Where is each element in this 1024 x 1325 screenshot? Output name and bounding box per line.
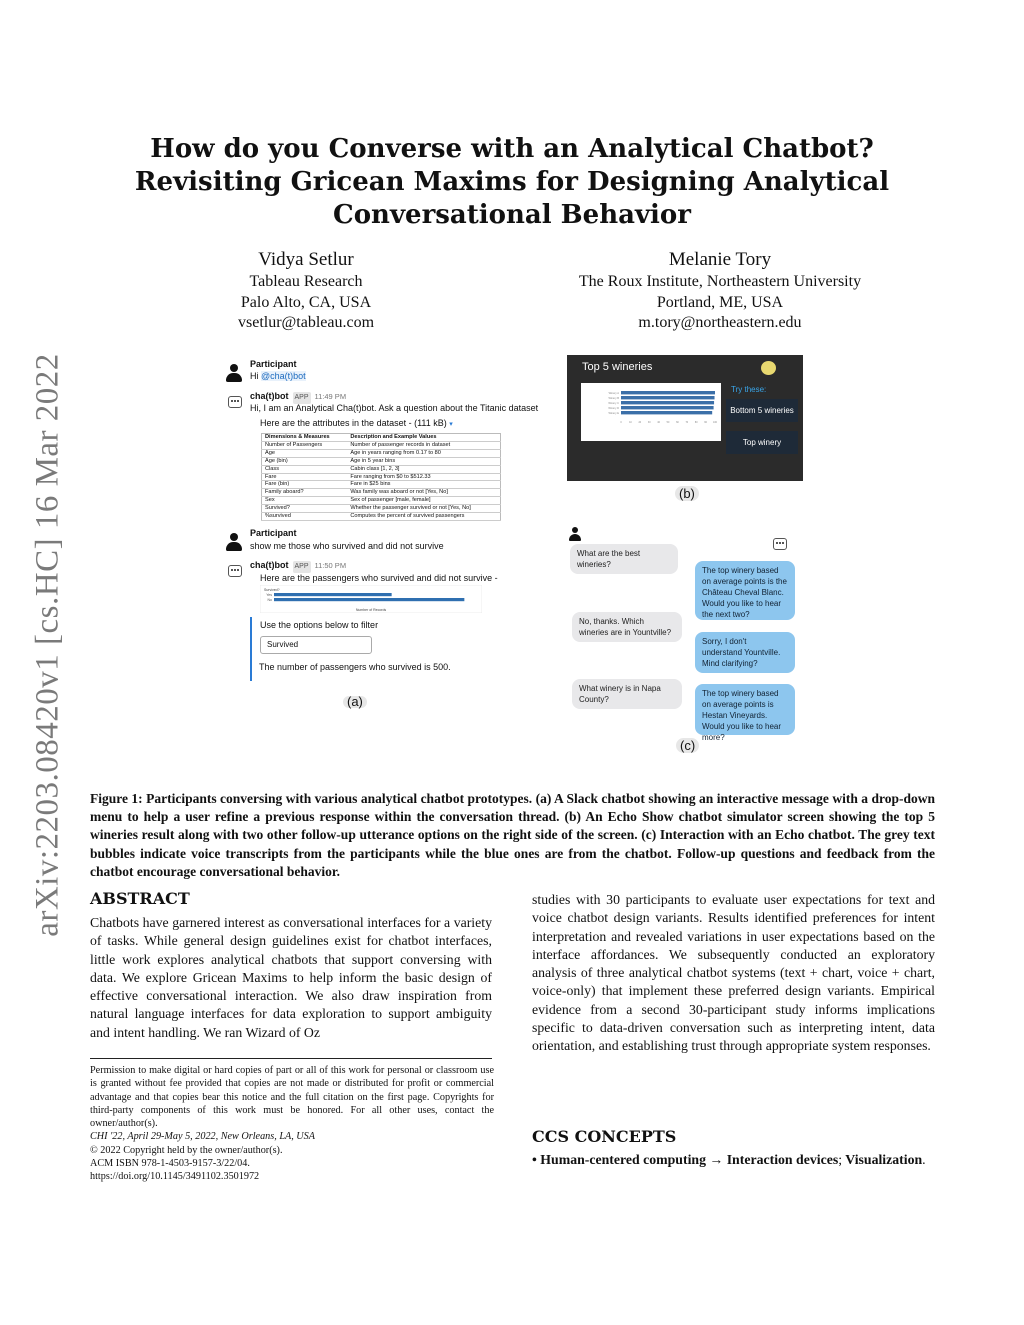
- survived-dropdown[interactable]: [260, 636, 372, 654]
- table-cell: Whether the passenger survived or not [Yes, No]: [347, 505, 500, 513]
- abstract-text-left: Chatbots have garnered interest as conversational interfaces for a variety of tasks. While general design guidelines exist for chatbot interfaces, little work explores analytical chatbots that support conversing with data. We explore Gricean Maxims to help inform the basic design of effective conversational interaction. We also draw inspiration from natural language interfaces for data exploration to support ambiguity and intent handling. We ran Wizard of Oz: [90, 915, 492, 1040]
- paper-title: [130, 133, 894, 232]
- echo-show-title: Top 5 wineries: [582, 361, 653, 373]
- table-row: [262, 513, 501, 521]
- arxiv-stamp-text: arXiv:2203.08420v1 [cs.HC] 16 Mar 2022: [29, 353, 65, 937]
- winery-x-tick: 90: [704, 421, 707, 424]
- user-bubble: What winery is in Napa County?: [572, 679, 682, 709]
- table-cell: Fare ranging from $0 to $512.33: [347, 473, 500, 481]
- author-email[interactable]: m.tory@northeastern.edu: [638, 314, 802, 331]
- participant-avatar-icon: [225, 533, 243, 551]
- figure-panel-echo-show: [567, 355, 803, 481]
- author-name: Vidya Setlur: [258, 249, 354, 270]
- winery-bar: [621, 391, 715, 394]
- participant-avatar-icon: [225, 364, 243, 382]
- table-cell: Fare in $25 bins: [347, 481, 500, 489]
- table-cell: Age: [262, 449, 348, 457]
- participant-avatar-icon: [568, 527, 582, 541]
- author-affiliation: Tableau Research: [249, 273, 363, 290]
- filter-label: Use the options below to filter: [260, 620, 379, 630]
- table-cell: Was family was aboard or not [Yes, No]: [347, 489, 500, 497]
- ccs-bullet: •: [532, 1152, 537, 1167]
- table-row: [262, 457, 501, 465]
- author-affiliation: The Roux Institute, Northeastern University: [578, 273, 862, 290]
- winery-bar: [621, 406, 714, 409]
- survived-bar: [274, 593, 392, 596]
- attributes-table: [261, 433, 501, 521]
- participant-message: show me those who survived and did not survive: [250, 541, 444, 551]
- dropdown-value: Survived: [267, 640, 299, 649]
- chatbot-icon: [761, 361, 776, 375]
- chatbot-icon: [228, 565, 242, 577]
- title-line: Conversational Behavior: [333, 200, 691, 230]
- winery-category-label: Winery C: [608, 402, 619, 405]
- table-row: [262, 489, 501, 497]
- winery-x-tick: 40: [657, 421, 660, 424]
- panel-label-a: (a): [343, 696, 367, 708]
- table-header: Dimensions & Measures: [262, 434, 348, 442]
- winery-bar: [621, 401, 714, 404]
- winery-category-label: Winery D: [608, 407, 619, 410]
- panel-label-c: (c): [676, 738, 699, 753]
- panel-label-b: (b): [675, 486, 699, 501]
- hi-text: Hi: [250, 371, 259, 381]
- table-row: [262, 441, 501, 449]
- bot-name: cha(t)bot: [250, 560, 289, 570]
- author-block: [552, 247, 888, 334]
- wineries-bar-chart: [581, 383, 721, 441]
- author-name: Melanie Tory: [668, 249, 772, 270]
- table-cell: Number of passenger records in dataset: [347, 441, 500, 449]
- table-row: [262, 465, 501, 473]
- arrow-right-icon: →: [709, 1152, 724, 1167]
- table-cell: Family aboard?: [262, 489, 348, 497]
- bot-name: cha(t)bot: [250, 391, 289, 401]
- message-time: 11:49 PM: [314, 392, 347, 401]
- winery-x-tick: 30: [647, 421, 651, 424]
- title-line: Revisiting Gricean Maxims for Designing Analytical: [134, 167, 890, 197]
- author-email[interactable]: vsetlur@tableau.com: [237, 314, 375, 331]
- bot-message: Hi, I am an Analytical Cha(t)bot. Ask a question about the Titanic dataset: [250, 403, 539, 413]
- winery-x-tick: 10: [629, 421, 632, 424]
- winery-x-tick: 70: [685, 421, 689, 424]
- ccs-end: .: [922, 1152, 926, 1167]
- ccs-item: Interaction devices: [726, 1152, 839, 1167]
- result-text: The number of passengers who survived is 500.: [259, 662, 451, 672]
- chatbot-icon: [228, 396, 242, 408]
- chevron-down-icon[interactable]: ▾: [449, 421, 453, 428]
- user-bubble: What are the best wineries?: [570, 544, 678, 574]
- bot-header: [250, 560, 346, 573]
- author-location: Palo Alto, CA, USA: [240, 293, 372, 311]
- table-cell: Computes the percent of survived passengers: [347, 513, 500, 521]
- venue: CHI '22, April 29-May 5, 2022, New Orleans, LA, USA: [90, 1131, 315, 1143]
- table-cell: Age (bin): [262, 457, 348, 465]
- winery-x-tick: 100: [713, 421, 717, 424]
- participant-message: [250, 371, 306, 383]
- survived-bar-chart: [260, 585, 482, 613]
- winery-x-tick: 20: [638, 421, 642, 424]
- winery-x-tick: 0: [620, 421, 622, 424]
- table-header: Description and Example Values: [347, 434, 500, 442]
- winery-x-tick: 80: [694, 421, 698, 424]
- attributes-line: [260, 418, 453, 431]
- author-block: [186, 247, 426, 334]
- copyright: © 2022 Copyright held by the owner/author(s).: [90, 1144, 283, 1156]
- interactive-message-border: [250, 617, 252, 681]
- ccs-heading: CCS CONCEPTS: [532, 1127, 677, 1146]
- permission-notice: [90, 1064, 494, 1184]
- isbn: ACM ISBN 978-1-4503-9157-3/22/04.: [90, 1158, 250, 1170]
- abstract-heading: ABSTRACT: [90, 889, 190, 908]
- doi-link[interactable]: https://doi.org/10.1145/3491102.3501972: [90, 1171, 260, 1183]
- winery-bar: [621, 396, 715, 399]
- table-row: [262, 449, 501, 457]
- table-cell: Sex of passenger [male, female]: [347, 497, 500, 505]
- ccs-item: Visualization: [845, 1152, 923, 1167]
- chatbot-icon: [773, 538, 787, 550]
- figure-panel-slack: [222, 355, 552, 725]
- author-location: Portland, ME, USA: [656, 293, 784, 311]
- option-top-winery-button[interactable]: Top winery: [726, 431, 798, 454]
- table-cell: Fare (bin): [262, 481, 348, 489]
- ccs-separator: ;: [838, 1152, 843, 1167]
- permission-text: Permission to make digital or hard copies of part or all of this work for personal or classroom use is granted without fee provided that copies are not made or distributed for profit or commercial advantage and that copies bear this notice and the full citation on the first page. Copyrights for third-party components of this work must be honored. For all other uses, contact the owner/author(s).: [90, 1065, 494, 1130]
- winery-category-label: Winery E: [608, 412, 619, 415]
- table-cell: Class: [262, 465, 348, 473]
- app-badge: APP: [293, 392, 311, 404]
- bot-bubble: The top winery based on average points is Hestan Vineyards. Would you like to hear more?: [695, 684, 795, 735]
- table-cell: Cabin class [1, 2, 3]: [347, 465, 500, 473]
- table-cell: %survived: [262, 513, 348, 521]
- survived-category-label: No: [267, 598, 272, 602]
- table-cell: Sex: [262, 497, 348, 505]
- winery-x-tick: 50: [666, 421, 670, 424]
- abstract-text-right: studies with 30 participants to evaluate user expectations for text and voice chatbot design variants. Results identified preferences for intent interpretation and revealed variations in user expectations based on the interface affordances. We subsequently conducted an exploratory analysis of three analytical chatbot systems (text + chart, voice + chart, voice-only) that implement these preferred design variants. Empirical evidence from a second 30-participant study informs implications specific to data-driven conversation such as interpreting intent, data orientation, and establishing trust through appropriate system responses.: [532, 892, 935, 1054]
- table-header-row: [262, 434, 501, 442]
- survived-x-axis-title: Number of Records: [355, 608, 387, 612]
- user-bubble: No, thanks. Which wineries are in Yountville?: [572, 612, 682, 642]
- title-line: How do you Converse with an Analytical Chatbot?: [150, 134, 874, 164]
- winery-bar: [621, 411, 712, 414]
- footnote-divider: [90, 1058, 492, 1059]
- table-row: [262, 481, 501, 489]
- figure-caption: Figure 1: Participants conversing with various analytical chatbot prototypes. (a) A Slack chatbot showing an interactive message with a drop-down menu to help a user refine a previous response within the conversation thread. (b) An Echo Show chatbot simulator screen showing the top 5 wineries result along with two other follow-up utterance options on the right side of the screen. (c) Interaction with an Echo chatbot. The grey text bubbles indicate voice transcripts from the participants while the blue ones are from the chatbot. Follow-up questions and feedback from the chatbot encourage conversational behavior.: [90, 791, 935, 879]
- message-time: 11:50 PM: [314, 561, 347, 570]
- table-cell: Age in years ranging from 0.17 to 80: [347, 449, 500, 457]
- ccs-item: Human-centered computing: [540, 1152, 706, 1167]
- winery-x-tick: 60: [676, 421, 679, 424]
- bot-bubble: The top winery based on average points is the Château Cheval Blanc. Would you like to hear the next two?: [695, 561, 795, 620]
- winery-category-label: Winery A: [608, 392, 619, 395]
- option-bottom-5-button[interactable]: Bottom 5 wineries: [726, 399, 798, 422]
- table-row: [262, 497, 501, 505]
- table-row: [262, 473, 501, 481]
- table-row: [262, 505, 501, 513]
- survived-axis-title: Survived?: [264, 588, 280, 592]
- table-cell: Age in 5 year bins: [347, 457, 500, 465]
- try-these-label: Try these:: [731, 385, 767, 394]
- bot-header: [250, 391, 346, 404]
- mention-link[interactable]: @cha(t)bot: [261, 371, 306, 381]
- attributes-text: Here are the attributes in the dataset - (111 kB): [260, 418, 447, 428]
- table-cell: Survived?: [262, 505, 348, 513]
- survived-bar: [274, 598, 464, 601]
- participant-label: Participant: [250, 528, 297, 538]
- app-badge: APP: [293, 561, 311, 573]
- ccs-concepts: [532, 1151, 936, 1169]
- survived-category-label: Yes: [266, 593, 272, 597]
- table-cell: Fare: [262, 473, 348, 481]
- arxiv-stamp: [20, 345, 75, 945]
- bot-bubble: Sorry, I don't understand Yountville. Mind clarifying?: [695, 632, 795, 673]
- bot-message: Here are the passengers who survived and did not survive -: [260, 573, 498, 583]
- table-cell: Number of Passengers: [262, 441, 348, 449]
- winery-category-label: Winery B: [608, 397, 619, 400]
- participant-label: Participant: [250, 359, 297, 369]
